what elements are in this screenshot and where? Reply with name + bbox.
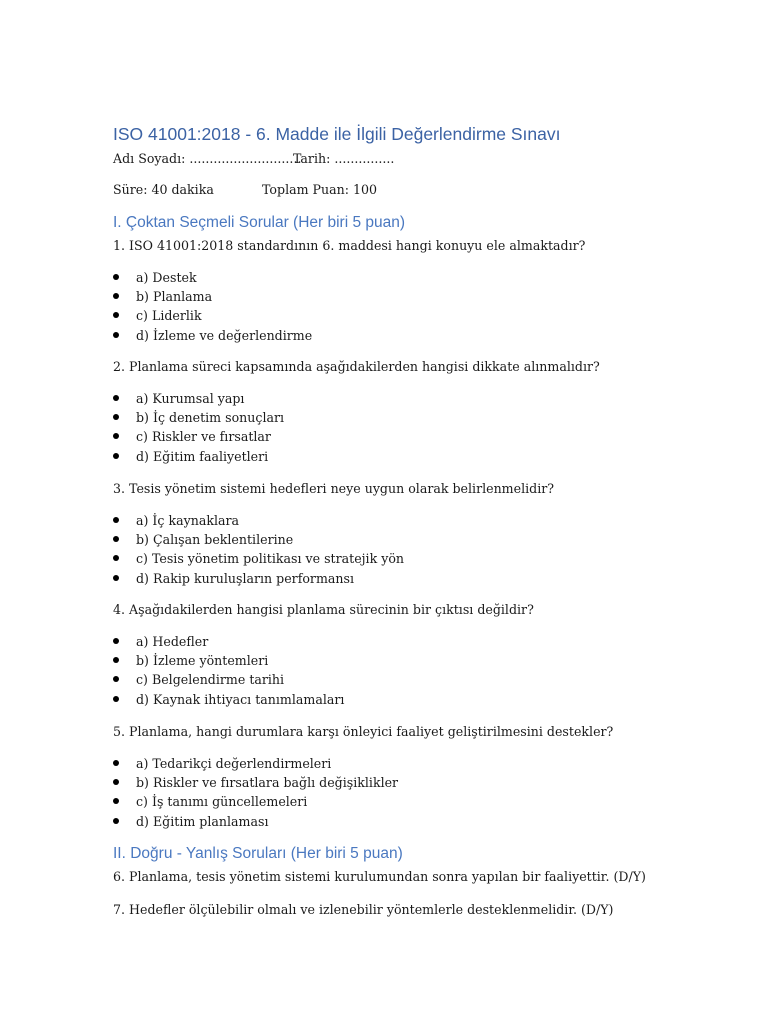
- bullet-icon: [113, 414, 119, 420]
- option-text: d) Eğitim planlaması: [136, 813, 269, 829]
- bullet-icon: [113, 274, 119, 280]
- option-text: a) Destek: [136, 270, 197, 285]
- bullet-icon: [113, 555, 119, 561]
- duration-text: Süre: 40 dakika: [113, 182, 214, 197]
- question-7-text: 7. Hedefler ölçülebilir olmalı ve izlenebilir yöntemlerle desteklenmelidir. (D/Y): [113, 902, 614, 917]
- bullet-icon: [113, 395, 119, 401]
- bullet-icon: [113, 779, 119, 785]
- bullet-icon: [113, 760, 119, 766]
- option-text: b) Planlama: [136, 289, 213, 305]
- question-6-text: 6. Planlama, tesis yönetim sistemi kurulumundan sonra yapılan bir faaliyettir. (D/Y): [113, 869, 646, 884]
- option-text: c) Liderlik: [136, 308, 202, 324]
- question-4-text: 4. Aşağıdakilerden hangisi planlama sürecinin bir çıktısı değildir?: [113, 602, 534, 617]
- bullet-icon: [113, 657, 119, 663]
- option-text: d) Kaynak ihtiyacı tanımlamaları: [136, 691, 345, 707]
- date-field-label: Tarih: ...............: [293, 151, 395, 166]
- bullet-icon: [113, 536, 119, 542]
- bullet-icon: [113, 696, 119, 702]
- option-text: a) Kurumsal yapı: [136, 391, 245, 406]
- option-text: a) Tedarikçi değerlendirmeleri: [136, 756, 332, 771]
- option-text: a) Hedefler: [136, 634, 209, 649]
- bullet-icon: [113, 453, 119, 459]
- question-1-text: 1. ISO 41001:2018 standardının 6. maddesi hangi konuyu ele almaktadır?: [113, 238, 586, 253]
- option-text: b) Riskler ve fırsatlara bağlı değişiklikler: [136, 775, 399, 791]
- option-text: d) Eğitim faaliyetleri: [136, 448, 269, 464]
- option-text: c) İş tanımı güncellemeleri: [136, 794, 308, 810]
- exam-title: ISO 41001:2018 - 6. Madde ile İlgili Değerlendirme Sınavı: [113, 124, 561, 144]
- option-text: a) İç kaynaklara: [136, 513, 240, 528]
- bullet-icon: [113, 293, 119, 299]
- option-text: c) Riskler ve fırsatlar: [136, 429, 271, 445]
- bullet-icon: [113, 312, 119, 318]
- section-heading-true-false: II. Doğru - Yanlış Soruları (Her biri 5 puan): [113, 845, 403, 862]
- bullet-icon: [113, 818, 119, 824]
- bullet-icon: [113, 332, 119, 338]
- bullet-icon: [113, 575, 119, 581]
- bullet-icon: [113, 676, 119, 682]
- total-points-text: Toplam Puan: 100: [262, 182, 378, 197]
- question-5-text: 5. Planlama, hangi durumlara karşı önleyici faaliyet geliştirilmesini destekler?: [113, 724, 614, 739]
- option-text: b) İç denetim sonuçları: [136, 410, 285, 426]
- option-text: d) İzleme ve değerlendirme: [136, 327, 313, 343]
- bullet-icon: [113, 517, 119, 523]
- question-2-text: 2. Planlama süreci kapsamında aşağıdakilerden hangisi dikkate alınmalıdır?: [113, 359, 600, 374]
- question-3-text: 3. Tesis yönetim sistemi hedefleri neye uygun olarak belirlenmelidir?: [113, 481, 554, 496]
- option-text: d) Rakip kuruluşların performansı: [136, 570, 355, 586]
- name-field-label: Adı Soyadı: ............................: [113, 151, 302, 166]
- option-text: b) İzleme yöntemleri: [136, 653, 269, 669]
- option-text: c) Tesis yönetim politikası ve stratejik yön: [136, 551, 405, 567]
- section-heading-multiple-choice: I. Çoktan Seçmeli Sorular (Her biri 5 puan): [113, 214, 406, 231]
- option-text: b) Çalışan beklentilerine: [136, 532, 294, 548]
- option-text: c) Belgelendirme tarihi: [136, 672, 285, 688]
- bullet-icon: [113, 638, 119, 644]
- bullet-icon: [113, 798, 119, 804]
- bullet-icon: [113, 433, 119, 439]
